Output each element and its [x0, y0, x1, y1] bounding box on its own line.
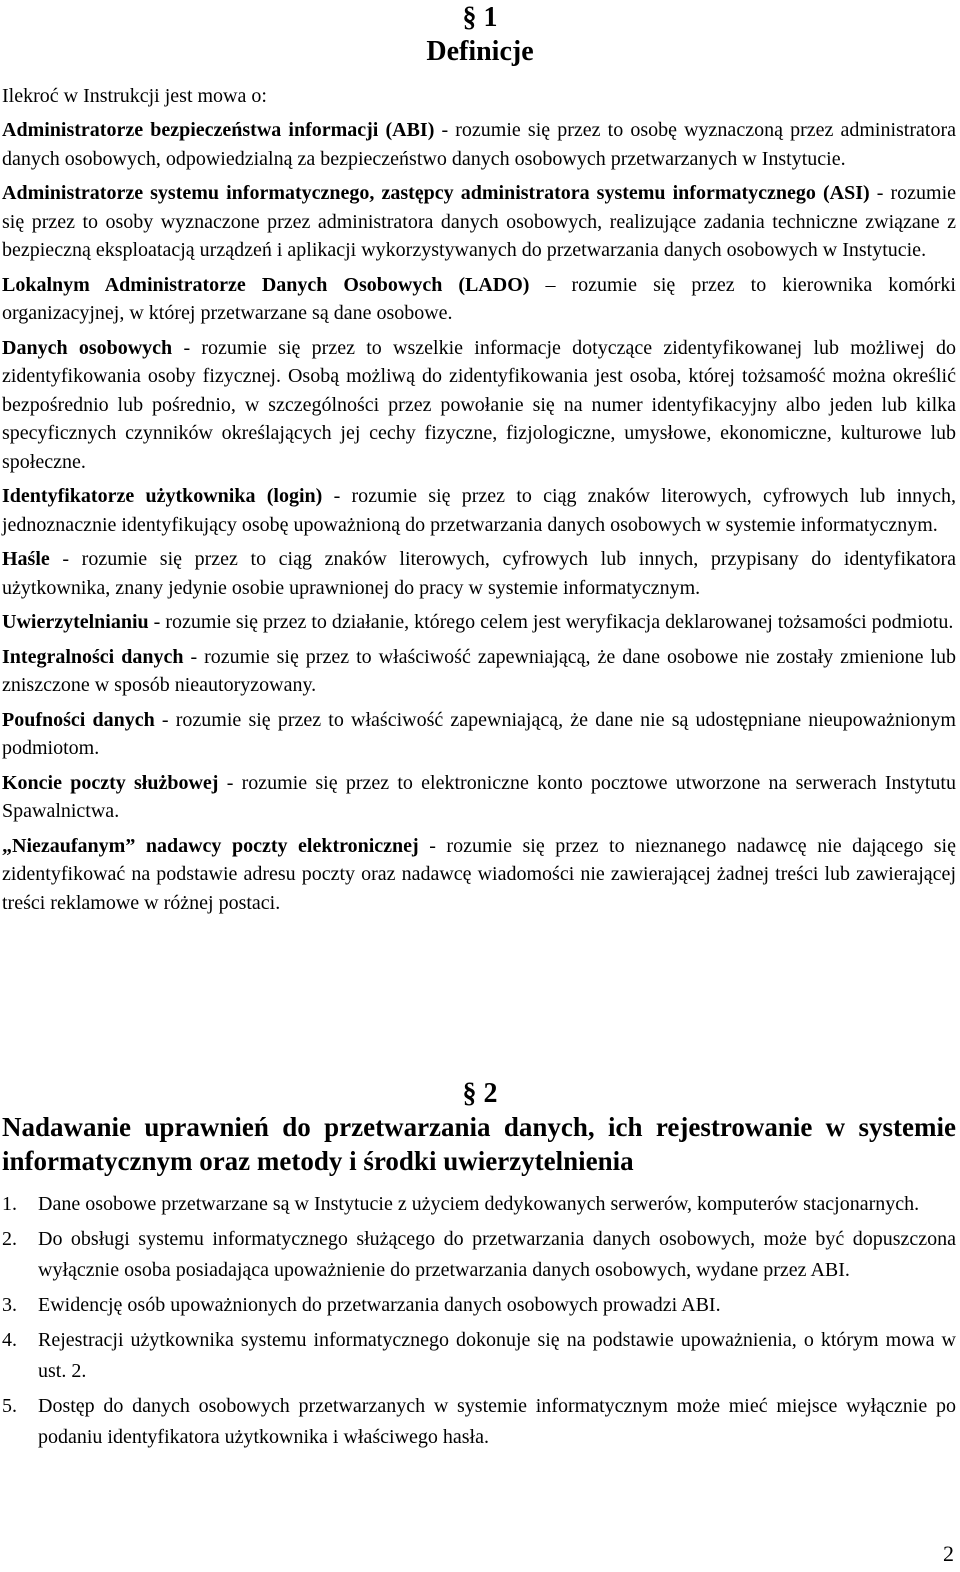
section-1-number: § 1	[462, 2, 498, 33]
definition-text: - rozumie się przez to ciąg znaków literowych, cyfrowych lub innych, jednoznacznie identyfikujący osobę upoważnioną do przetwarzania danych osobowych w systemie informatycznym.	[2, 485, 956, 536]
section-2-list	[2, 1189, 956, 1457]
definition-term: Poufności danych	[2, 708, 155, 731]
definition-term: Lokalnym Administratorze Danych Osobowych (LADO)	[2, 273, 530, 296]
definition-text: - rozumie się przez to elektroniczne konto pocztowe utworzone na serwerach Instytutu Spawalnictwa.	[2, 771, 956, 822]
definition-text: - rozumie się przez to działanie, którego celem jest weryfikacja deklarowanej tożsamości podmiotu.	[148, 611, 954, 633]
list-item	[2, 1391, 956, 1453]
intro-text: Ilekroć w Instrukcji jest mowa o:	[2, 85, 267, 107]
section-2-number: § 2	[462, 1078, 498, 1109]
list-item	[2, 1290, 956, 1321]
list-item-number: 3.	[2, 1294, 17, 1316]
definition-confidentiality	[2, 706, 956, 763]
definition-text: - rozumie się przez to nieznanego nadawcę nie dającego się zidentyfikować na podstawie adresu poczty oraz nadawcę wiadomości nie zawierającej żadnej treści lub zawierającej treści reklamowe w różnej postaci.	[2, 834, 956, 914]
definition-term: Administratorze bezpieczeństwa informacji (ABI)	[2, 119, 435, 141]
definition-term: Uwierzytelnianiu	[2, 611, 149, 633]
definition-abi	[2, 116, 956, 173]
definition-mail-account	[2, 769, 956, 826]
definition-term: Koncie poczty służbowej	[2, 771, 219, 794]
definition-text: - rozumie się przez to ciąg znaków literowych, cyfrowych lub innych, przypisany do identyfikatora użytkownika, znany jedynie osobie uprawnionej do pracy w systemie informatycznym.	[2, 548, 956, 599]
list-item-number: 4.	[2, 1329, 17, 1351]
definitions-list	[2, 116, 956, 923]
list-item-text: Ewidencję osób upoważnionych do przetwarzania danych osobowych prowadzi ABI.	[38, 1294, 721, 1316]
list-item	[2, 1325, 956, 1387]
definition-lado	[2, 271, 956, 328]
list-item-text: Dostęp do danych osobowych przetwarzanych w systemie informatycznym może mieć miejsce wyłącznie po podaniu identyfikatora użytkownika i właściwego hasła.	[38, 1395, 956, 1448]
page-number: 2	[943, 1541, 954, 1566]
list-item-text: Rejestracji użytkownika systemu informatycznego dokonuje się na podstawie upoważnienia, o którym mowa w ust. 2.	[38, 1329, 956, 1382]
definition-text: - rozumie się przez to właściwość zapewniającą, że dane nie są udostępniane nieupoważnionym podmiotom.	[2, 708, 956, 759]
definition-personal-data	[2, 334, 956, 477]
section-2-title: Nadawanie uprawnień do przetwarzania danych, ich rejestrowanie w systemie informatycznym oraz metody i środki uwierzytelnienia	[2, 1112, 956, 1176]
definition-text: - rozumie się przez to osoby wyznaczone przez administratora danych osobowych, realizujące zadania techniczne związane z bezpieczną eksploatacją urządzeń i aplikacji wykorzystywanych do przetwarzania danych osobowych w Instytucie.	[2, 182, 956, 261]
section-1-title: Definicje	[426, 36, 534, 67]
list-item-text: Do obsługi systemu informatycznego służącego do przetwarzania danych osobowych, może być dopuszczona wyłącznie osoba posiadająca upoważnienie do przetwarzania danych osobowych, wydane przez ABI.	[38, 1228, 956, 1281]
definition-asi	[2, 179, 956, 265]
list-item-text: Dane osobowe przetwarzane są w Instytucie z użyciem dedykowanych serwerów, komputerów stacjonarnych.	[38, 1193, 920, 1215]
list-item-number: 2.	[2, 1228, 17, 1250]
list-item	[2, 1224, 956, 1286]
definition-text: - rozumie się przez to właściwość zapewniającą, że dane osobowe nie zostały zmienione lub zniszczone w sposób nieautoryzowany.	[2, 645, 956, 696]
definition-text: - rozumie się przez to osobę wyznaczoną przez administratora danych osobowych, odpowiedzialną za bezpieczeństwo danych osobowych przetwarzanych w Instytucie.	[2, 119, 956, 170]
definition-term: Danych osobowych	[2, 336, 173, 359]
definition-authentication	[2, 608, 956, 637]
definition-term: Haśle	[2, 548, 50, 570]
definition-term: Administratorze systemu informatycznego, zastępcy administratora systemu informatycznego (ASI)	[2, 182, 870, 204]
definition-user-id	[2, 482, 956, 539]
list-item-number: 5.	[2, 1395, 17, 1417]
definition-term: Identyfikatorze użytkownika (login)	[2, 485, 323, 507]
list-item-number: 1.	[2, 1193, 17, 1215]
definition-text: – rozumie się przez to kierownika komórki organizacyjnej, w której przetwarzane są dane osobowe.	[2, 273, 956, 324]
definition-password	[2, 545, 956, 602]
definition-text: - rozumie się przez to wszelkie informacje dotyczące zidentyfikowanej lub możliwej do zidentyfikowania osoby fizycznej. Osobą możliwą do zidentyfikowania jest osoba, której tożsamość można określić bezpośrednio lub pośrednio, w szczególności przez powołanie się na numer identyfikacyjny albo jeden lub kilka specyficznych czynników określających jej cechy fizyczne, fizjologiczne, umysłowe, ekonomiczne, kulturowe lub społeczne.	[2, 336, 956, 473]
list-item	[2, 1189, 956, 1220]
definition-integrity	[2, 643, 956, 700]
definition-untrusted-sender	[2, 832, 956, 918]
definition-term: „Niezaufanym” nadawcy poczty elektronicznej	[2, 834, 419, 857]
definition-term: Integralności danych	[2, 645, 184, 668]
